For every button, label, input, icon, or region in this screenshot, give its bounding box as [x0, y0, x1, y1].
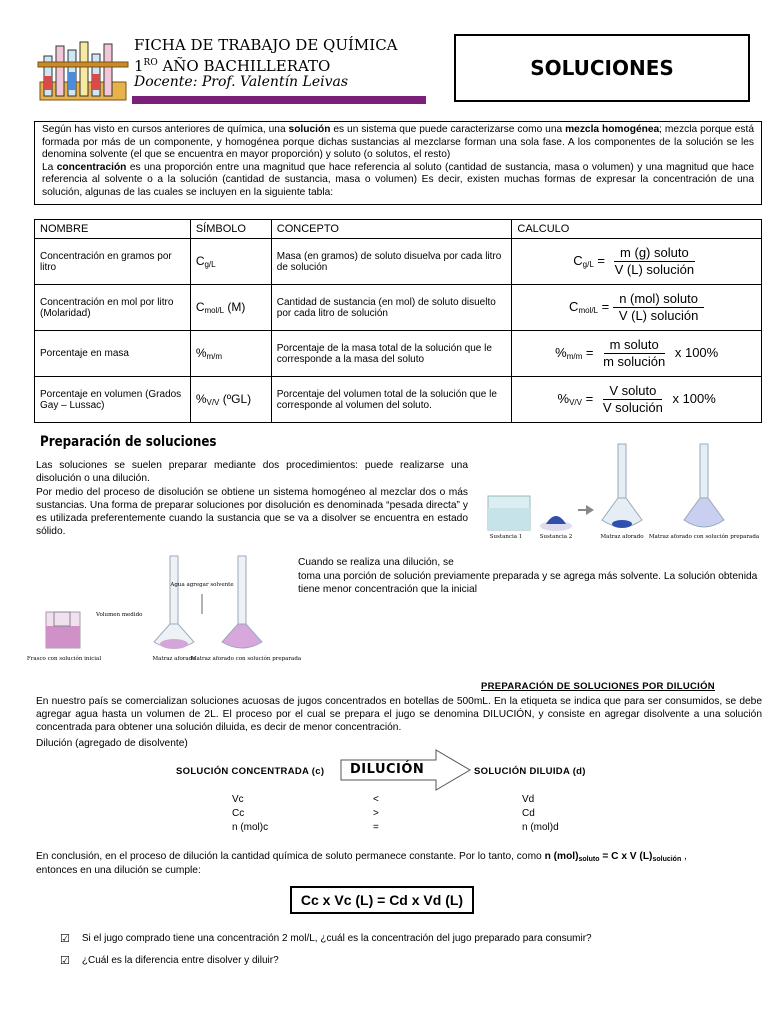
fig2-label: Matraz aforado: [152, 656, 196, 662]
header-line2: $1^{RO}$ AÑO BACHILLERATO: [134, 57, 331, 75]
row-symbol: $\%_{V/V}$ (ºGL): [190, 377, 271, 423]
comparison-cell: Cc: [232, 808, 245, 819]
conclusion-paragraph-2: entonces en una dilución se cumple:: [36, 865, 201, 876]
checkbox-checked-icon: ☑: [60, 955, 70, 967]
row-symbol: $\%_{m/m}$: [190, 331, 271, 377]
row-concept: Porcentaje del volumen total de la solución que le corresponde al volumen del soluto.: [271, 377, 512, 423]
diluted-solution-label: SOLUCIÓN DILUIDA (d): [474, 766, 586, 777]
comparison-cell: Cd: [522, 808, 535, 819]
row-name: Concentración en mol por litro (Molaridad): [35, 285, 191, 331]
dilution-formula: Cc x Vc (L) = Cd x Vd (L): [300, 892, 464, 908]
concentrated-solution-label: SOLUCIÓN CONCENTRADA (c): [176, 766, 325, 777]
prep-paragraph-1: Las soluciones se suelen preparar mediante dos procedimientos: puede realizarse una disolución o una dilución.: [36, 460, 468, 484]
comparison-cell: <: [373, 794, 379, 805]
page-title-box: [454, 34, 750, 102]
fig2-label: Volumen medido: [96, 612, 143, 618]
dilution-paragraph-2: Dilución (agregado de disolvente): [36, 738, 188, 749]
page-title: SOLUCIONES: [530, 56, 674, 80]
fig2-label: Frasco con solución inicial: [26, 656, 102, 662]
dissolution-illustration: [484, 438, 762, 542]
row-calculation: $C_{mol/L}$ = $\frac{\text{n (mol) soluto}}{\text{V (L) solución}}$: [512, 285, 762, 331]
intro-paragraph-2: La concentración es una proporción entre una magnitud que hace referencia al soluto (cantidad de sustancia, masa o volumen) y una magnitud que hace referencia al solvente o a la solución (cantidad de sustancia, masa o volumen) Es decir, existen muchas formas de expresar la concentración de una solución, algunas de las cuales se incluyen en la siguiente tabla:: [42, 161, 754, 198]
prep-paragraph-3b: toma una porción de solución previamente preparada y se agrega más solvente. La solución obtenida tiene menor concentración que la inicial: [298, 571, 758, 595]
table-row: [35, 239, 762, 285]
table-row: [35, 285, 762, 331]
table-header-cell: SÍMBOLO: [190, 220, 271, 239]
row-name: Concentración en gramos por litro: [35, 239, 191, 285]
comparison-cell: Vd: [522, 794, 535, 805]
header-docente: Docente: Prof. Valentín Leivas: [134, 74, 349, 90]
table-header-cell: NOMBRE: [35, 220, 191, 239]
table-header-cell: CONCEPTO: [271, 220, 512, 239]
dilution-arrow-label: DILUCIÓN: [350, 762, 425, 777]
fig1-label: Matraz aforado: [600, 534, 644, 540]
intro-box: [34, 121, 762, 205]
dilution-heading: PREPARACIÓN DE SOLUCIONES POR DILUCIÓN: [481, 681, 715, 692]
comparison-cell: Vc: [232, 794, 244, 805]
table-row: [35, 377, 762, 423]
question-text: ¿Cuál es la diferencia entre disolver y diluir?: [81, 955, 279, 966]
comparison-cell: >: [373, 808, 379, 819]
comparison-cell: n (mol)d: [522, 822, 559, 833]
dilution-paragraph-1: En nuestro país se comercializan soluciones acuosas de jugos concentrados en botellas de 500mL. En la etiqueta se indica que para ser consumidos, se debe agregar agua hasta un volumen de 2L. El proceso por el cual se prepara el jugo se denomina DILUCIÓN, y consiste en agregar disolvente a una solución concentrada para obtener una solución diluida, es decir de menor concentración.: [36, 696, 762, 733]
fig2-label: Agua agregar solvente: [170, 582, 234, 588]
concentration-table: [34, 219, 762, 423]
dilution-illustration: [26, 550, 302, 668]
row-concept: Masa (en gramos) de soluto disuelva por cada litro de solución: [271, 239, 512, 285]
checkbox-checked-icon: ☑: [60, 933, 70, 945]
header-divider: [132, 96, 426, 104]
row-name: Porcentaje en volumen (Grados Gay – Lussac): [35, 377, 191, 423]
header-line1: FICHA DE TRABAJO DE QUÍMICA: [134, 36, 398, 54]
comparison-cell: =: [373, 822, 379, 833]
row-concept: Porcentaje de la masa total de la solución que le corresponde a la masa del soluto: [271, 331, 512, 377]
fig2-label: Matraz aforado con solución preparada: [190, 656, 302, 662]
row-symbol: $C_{g/L}$: [190, 239, 271, 285]
row-calculation: $\%_{m/m}$ = $\frac{\text{m soluto}}{\text{m solución}}$ x 100%: [512, 331, 762, 377]
table-row: [35, 331, 762, 377]
table-header-row: [35, 220, 762, 239]
row-concept: Cantidad de sustancia (en mol) de soluto disuelto por cada litro de solución: [271, 285, 512, 331]
table-header-cell: CALCULO: [512, 220, 762, 239]
prep-paragraph-2: Por medio del proceso de disolución se obtiene un sistema homogéneo al mezclar dos o más sustancias. Una forma de preparar soluciones por disolución es denominada “pesada directa” y es utilizada preferentemente cuando la sustancia que se va a disolver se encuentra en estado sólido.: [36, 487, 468, 537]
row-calculation: $\%_{V/V}$ = $\frac{\text{V soluto}}{\text{V solución}}$ x 100%: [512, 377, 762, 423]
section-title-preparacion: Preparación de soluciones: [40, 434, 217, 450]
fig1-label: Matraz aforado con solución preparada: [648, 534, 760, 540]
row-symbol: $C_{mol/L}$ (M): [190, 285, 271, 331]
comparison-cell: n (mol)c: [232, 822, 269, 833]
question-text: Si el jugo comprado tiene una concentración 2 mol/L, ¿cuál es la concentración del jugo preparado para consumir?: [81, 933, 592, 944]
conclusion-paragraph: En conclusión, en el proceso de dilución la cantidad química de soluto permanece constante. Por lo tanto, como n $(mol)_{soluto} = C$ x V $(L)_{solución}$ ,: [36, 851, 687, 863]
fig1-label: Sustancia 2: [539, 534, 573, 540]
lab-logo-image: [38, 36, 130, 102]
question-item: [60, 932, 592, 945]
prep-paragraph-3a: Cuando se realiza una dilución, se: [298, 557, 454, 568]
question-item: [60, 954, 279, 967]
row-calculation: $C_{g/L}$ = $\frac{\text{m (g) soluto}}{\text{V (L) solución}}$: [512, 239, 762, 285]
intro-paragraph-1: Según has visto en cursos anteriores de química, una solución es un sistema que puede caracterizarse como una mezcla homogénea; mezcla porque está formada por más de un componente, y homogénea porque dichas sustancias al mezclarse forman una sola fase. A los componentes de la solución se les denomina solvente (el que se encuentra en mayor proporción) y soluto (o solutos, el resto): [42, 124, 754, 161]
dilution-formula-box: [290, 886, 474, 914]
row-name: Porcentaje en masa: [35, 331, 191, 377]
fig1-label: Sustancia 1: [489, 534, 523, 540]
